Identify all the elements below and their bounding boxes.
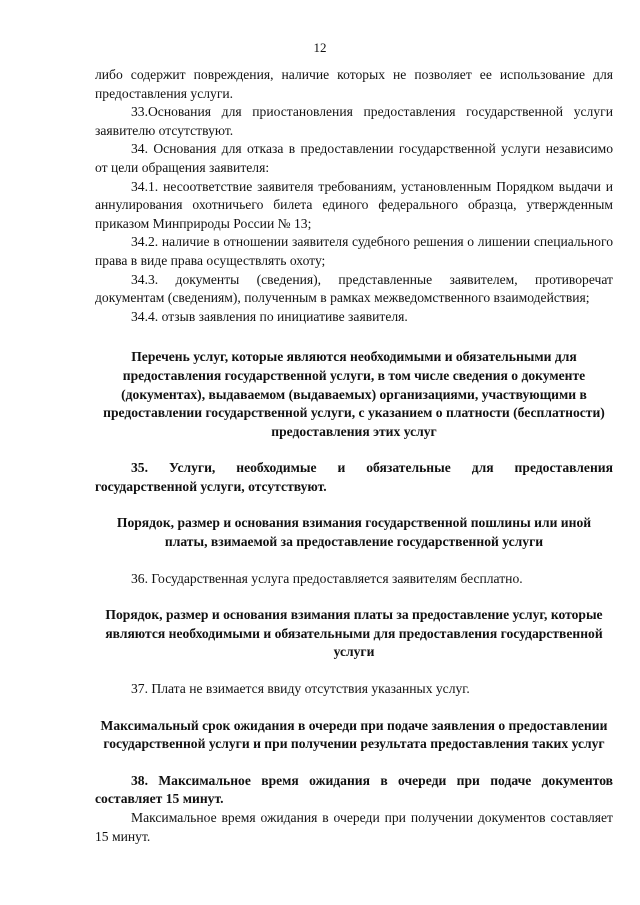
page-number: 12 — [313, 40, 327, 55]
paragraph-33: 33.Основания для приостановления предоставления государственной услуги заявителю отсутствуют. — [95, 104, 613, 138]
paragraph-35: 35. Услуги, необходимые и обязательные для предоставления государственной услуги, отсутствуют. — [95, 460, 613, 494]
section-heading-fee-for-services: Порядок, размер и основания взимания платы за предоставление услуг, которые являются необходимыми и обязательными для предоставления государственной услуги — [105, 607, 603, 660]
paragraph-38: 38. Максимальное время ожидания в очереди при подаче документов составляет 15 минут. — [95, 772, 613, 807]
section-heading-max-waiting-time: Максимальный срок ожидания в очереди при подаче заявления о предоставлении государственной услуги и при получении результата предоставления таких услуг — [100, 717, 608, 752]
paragraph-34-2: 34.2. наличие в отношении заявителя судебного решения о лишении специального права в виде права осуществлять охоту; — [95, 234, 613, 268]
paragraph-38-receipt: Максимальное время ожидания в очереди при получении документов составляет 15 минут. — [95, 810, 613, 844]
paragraph-continuation: либо содержит повреждения, наличие которых не позволяет ее использование для предоставления услуги. — [95, 67, 613, 101]
paragraph-36: 36. Государственная услуга предоставляется заявителям бесплатно. — [131, 570, 523, 586]
paragraph-34-1: 34.1. несоответствие заявителя требованиям, установленным Порядком выдачи и аннулирования охотничьего билета единого федерального образца, утвержденным приказом Минприроды России № 13; — [95, 178, 613, 231]
paragraph-37: 37. Плата не взимается ввиду отсутствия указанных услуг. — [131, 681, 470, 697]
paragraph-34: 34. Основания для отказа в предоставлении государственной услуги независимо от цели обращения заявителя: — [95, 141, 613, 175]
document-body — [95, 66, 613, 846]
paragraph-34-3: 34.3. документы (сведения), представленные заявителем, противоречат документам (сведениям), полученным в рамках межведомственного взаимодействия; — [95, 271, 613, 306]
section-heading-services-list: Перечень услуг, которые являются необходимыми и обязательными для предоставления государственной услуги, в том числе сведения о документе (документах), выдаваемом (выдаваемых) организациями, участвующими в предоставлении государственной услуги, с указанием о платности (бесплатности) предоставления этих услуг — [103, 349, 605, 439]
paragraph-34-4: 34.4. отзыв заявления по инициативе заявителя. — [131, 308, 408, 324]
section-heading-state-fee: Порядок, размер и основания взимания государственной пошлины или иной платы, взимаемой за предоставление государственной услуги — [116, 515, 592, 550]
